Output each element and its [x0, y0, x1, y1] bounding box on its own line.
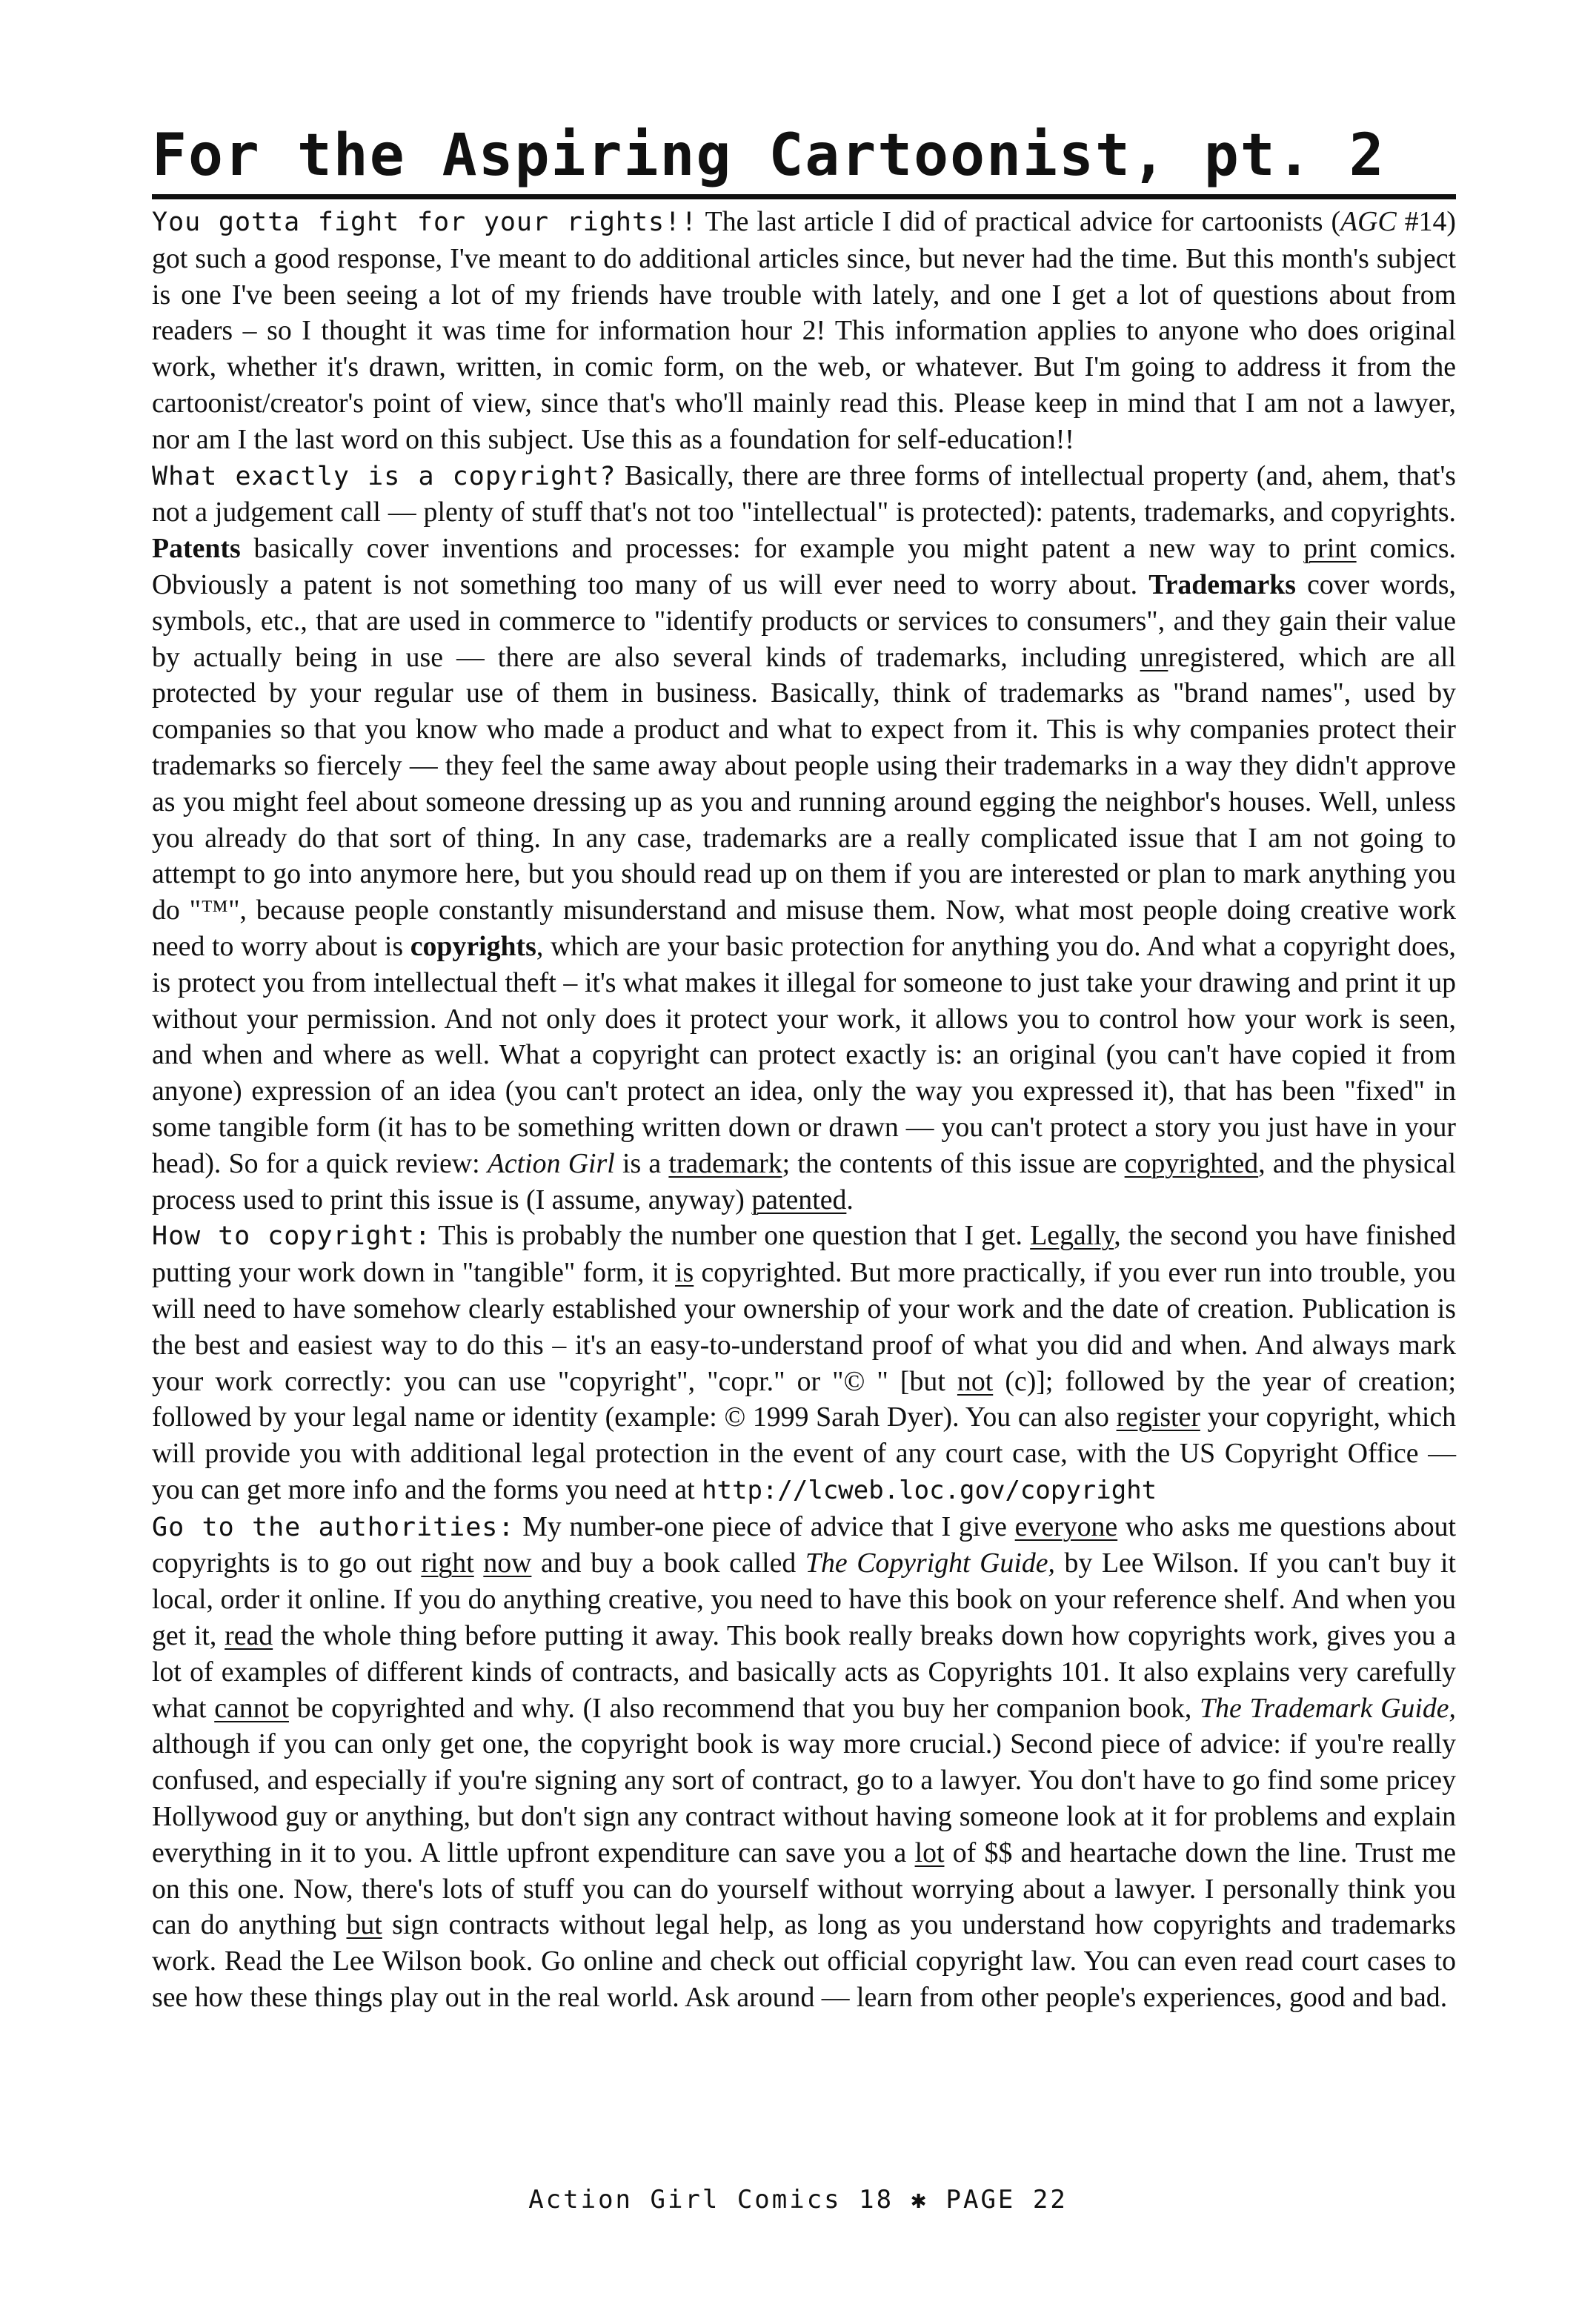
text-run: of $$ and heartache down the line. Trust me on this one. Now, there's lots of stuff you can do yourself without worrying about a lawyer. I personally think you can do anything	[152, 1837, 1456, 1941]
text-run: be copyrighted and why. (I also recommend that you buy her companion book,	[288, 1692, 1200, 1724]
article	[152, 119, 1456, 2016]
text-run: who asks me questions about copyrights is to go out	[152, 1510, 1456, 1579]
text-run: lot	[914, 1837, 945, 1868]
text-run: everyone	[1014, 1510, 1118, 1542]
text-run: .	[846, 1184, 854, 1215]
text-run: and buy a book called	[531, 1548, 805, 1579]
text-run: , which are your basic protection for anything you do. And what a copyright does, is protect you from intellectual theft – it's what makes it illegal for someone to just take your drawing and print it up without your permission. And not only does it protect your work, it allows you to control how your work is seen, and when and where as well. What a copyright can protect exactly is: an original (you can't have copied it from anyone) expression of an idea (you can't protect an idea, only the way you expressed it), that has been "fixed" in some tangible form (it has to be something written down or drawn — you can't protect a story you just have in your head). So for a quick review:	[152, 930, 1456, 1179]
text-run: by Lee Wilson. If you can't buy it local, order it online. If you do anything creative, you need to have this book on your reference shelf. And when you get it,	[152, 1548, 1457, 1652]
section-heading: You gotta fight for your rights!!	[152, 208, 698, 237]
footer-page-number: PAGE 22	[945, 2185, 1068, 2215]
text-run: print	[1303, 533, 1357, 565]
section-body	[152, 1220, 1456, 1505]
section-heading: What exactly is a copyright?	[152, 461, 616, 491]
text-run: register	[1116, 1402, 1200, 1433]
text-run: read	[225, 1620, 273, 1652]
text-run: Trademarks	[1148, 568, 1296, 600]
text-run: not	[957, 1365, 994, 1397]
text-run: , and the physical process used to print this issue is (I assume, anyway)	[152, 1147, 1457, 1215]
footer-publication: Action Girl Comics 18	[528, 2185, 894, 2215]
section-body	[152, 206, 1456, 455]
text-run: My number-one piece of advice that I give	[514, 1510, 1015, 1542]
text-run: #14) got such a good response, I've meant to do additional articles since, but never had the time. But this month's subject is one I've been seeing a lot of my friends have trouble with lately, and one I get a lot of questions about from readers – so I thought it was time for information hour 2! This information applies to anyone who does original work, whether it's drawn, written, in comic form, on the web, or whatever. But I'm going to address it from the cartoonist/creator's point of view, since that's who'll mainly read this. Please keep in mind that I am not a lawyer, nor am I the last word on this subject. Use this as a foundation for self-education!!	[152, 206, 1456, 455]
footer-star-icon: ✱	[911, 2185, 929, 2215]
text-run: but	[346, 1909, 382, 1941]
text-run: (c)]; followed by the year of creation; followed by your legal name or identity (example: © 1999 Sarah Dyer). You can also	[152, 1365, 1456, 1433]
text-run: un	[1140, 641, 1168, 673]
text-run: copyrighted. But more practically, if you ever run into trouble, you will need to have somehow clearly established your ownership of your work and the date of creation. Publication is the best and easiest way to do this – it's an easy-to-understand proof of what you did and when. And always mark your work correctly: you can use "copyright", "copr." or "© " [but	[152, 1257, 1457, 1397]
text-run: now	[483, 1548, 532, 1579]
url-text: http://lcweb.loc.gov/copyright	[702, 1475, 1157, 1505]
text-run: Action Girl	[487, 1147, 615, 1179]
text-run: copyrights	[410, 930, 536, 962]
text-run: cannot	[214, 1692, 289, 1724]
text-run: the whole thing before putting it away. This book really breaks down how copyrights work, gives you a lot of examples of different kinds of contracts, and basically acts as Copyrights 101. It also explains very carefully what	[152, 1620, 1456, 1724]
text-run: basically cover inventions and processes: for example you might patent a new way to	[240, 533, 1304, 565]
text-run: your copyright, which will provide you with additional legal protection in the event of any court case, with the US Copyright Office — you can get more info and the forms you need at	[152, 1402, 1456, 1505]
text-run: is	[675, 1257, 694, 1289]
section-body	[152, 460, 1456, 1215]
paragraph-how-to-copyright	[152, 1218, 1456, 1508]
section-body	[152, 1511, 1456, 2013]
text-run: patented	[751, 1184, 847, 1215]
text-run: The Trademark Guide,	[1200, 1692, 1456, 1724]
text-run: sign contracts without legal help, as long as you understand how copyrights and trademarks work. Read the Lee Wilson book. Go online and check out official copyright law. You can even read court cases to see how these things play out in the real world. Ask around — learn from other people's experiences, good and bad.	[152, 1909, 1456, 2014]
text-run: Patents	[152, 533, 241, 565]
text-run: although if you can only get one, the copyright book is way more crucial.) Second piece of advice: if you're really confused, and especially if you're signing any sort of contract, go to a lawyer. You don't have to go find some pricey Hollywood guy or anything, but don't sign any contract without having someone look at it for problems and explain everything in it to you. A little upfront expenditure can save you a	[152, 1728, 1456, 1868]
section-heading: Go to the authorities:	[152, 1512, 515, 1542]
text-run: This is probably the number one question that I get.	[430, 1220, 1031, 1252]
text-run	[474, 1548, 484, 1579]
text-run: The last article I did of practical advice for cartoonists (	[697, 206, 1341, 237]
text-run: right	[421, 1548, 474, 1579]
text-run: , the second you have finished putting your work down in "tangible" form, it	[152, 1220, 1456, 1289]
text-run: registered, which are all protected by your regular use of them in business. Basically, think of trademarks as "brand names", used by companies so that you know who made a product and what to expect from it. This is why companies protect their trademarks so fiercely — they feel the same away about people using their trademarks in a way they didn't approve as you might feel about someone dressing up as you and running around egging the neighbor's houses. Well, unless you already do that sort of thing. In any case, trademarks are a really complicated issue that I am not going to attempt to go into anymore here, but you should read up on them if you are interested or plan to mark anything you do "™", because people constantly misunderstand and misuse them. Now, what most people doing creative work need to worry about is	[152, 641, 1457, 962]
text-run: copyrighted	[1124, 1147, 1259, 1179]
section-heading: How to copyright:	[152, 1221, 431, 1252]
text-run: comics. Obviously a patent is not something too many of us will ever need to worry about.	[152, 533, 1456, 600]
paragraph-rights	[152, 204, 1456, 458]
text-run: Basically, there are three forms of intellectual property (and, ahem, that's not a judgement call — plenty of stuff that's not too "intellectual" is protected): patents, trademarks, and copyrights.	[152, 460, 1456, 528]
page-footer	[0, 2185, 1596, 2215]
text-run: cover words, symbols, etc., that are used in commerce to "identify products or services to consumers", and they gain their value by actually being in use — there are also several kinds of trademarks, including	[152, 568, 1456, 673]
text-run: is a	[614, 1147, 669, 1179]
text-run: ; the contents of this issue are	[782, 1147, 1125, 1179]
text-run: The Copyright Guide,	[805, 1548, 1055, 1579]
paragraph-authorities	[152, 1509, 1456, 2016]
text-run: Legally	[1030, 1220, 1114, 1252]
paragraph-what-is-copyright	[152, 458, 1456, 1218]
text-run: trademark	[668, 1147, 782, 1179]
page-title: For the Aspiring Cartoonist, pt. 2	[152, 119, 1456, 199]
text-run: AGC	[1340, 206, 1397, 237]
article-body	[152, 204, 1456, 2016]
